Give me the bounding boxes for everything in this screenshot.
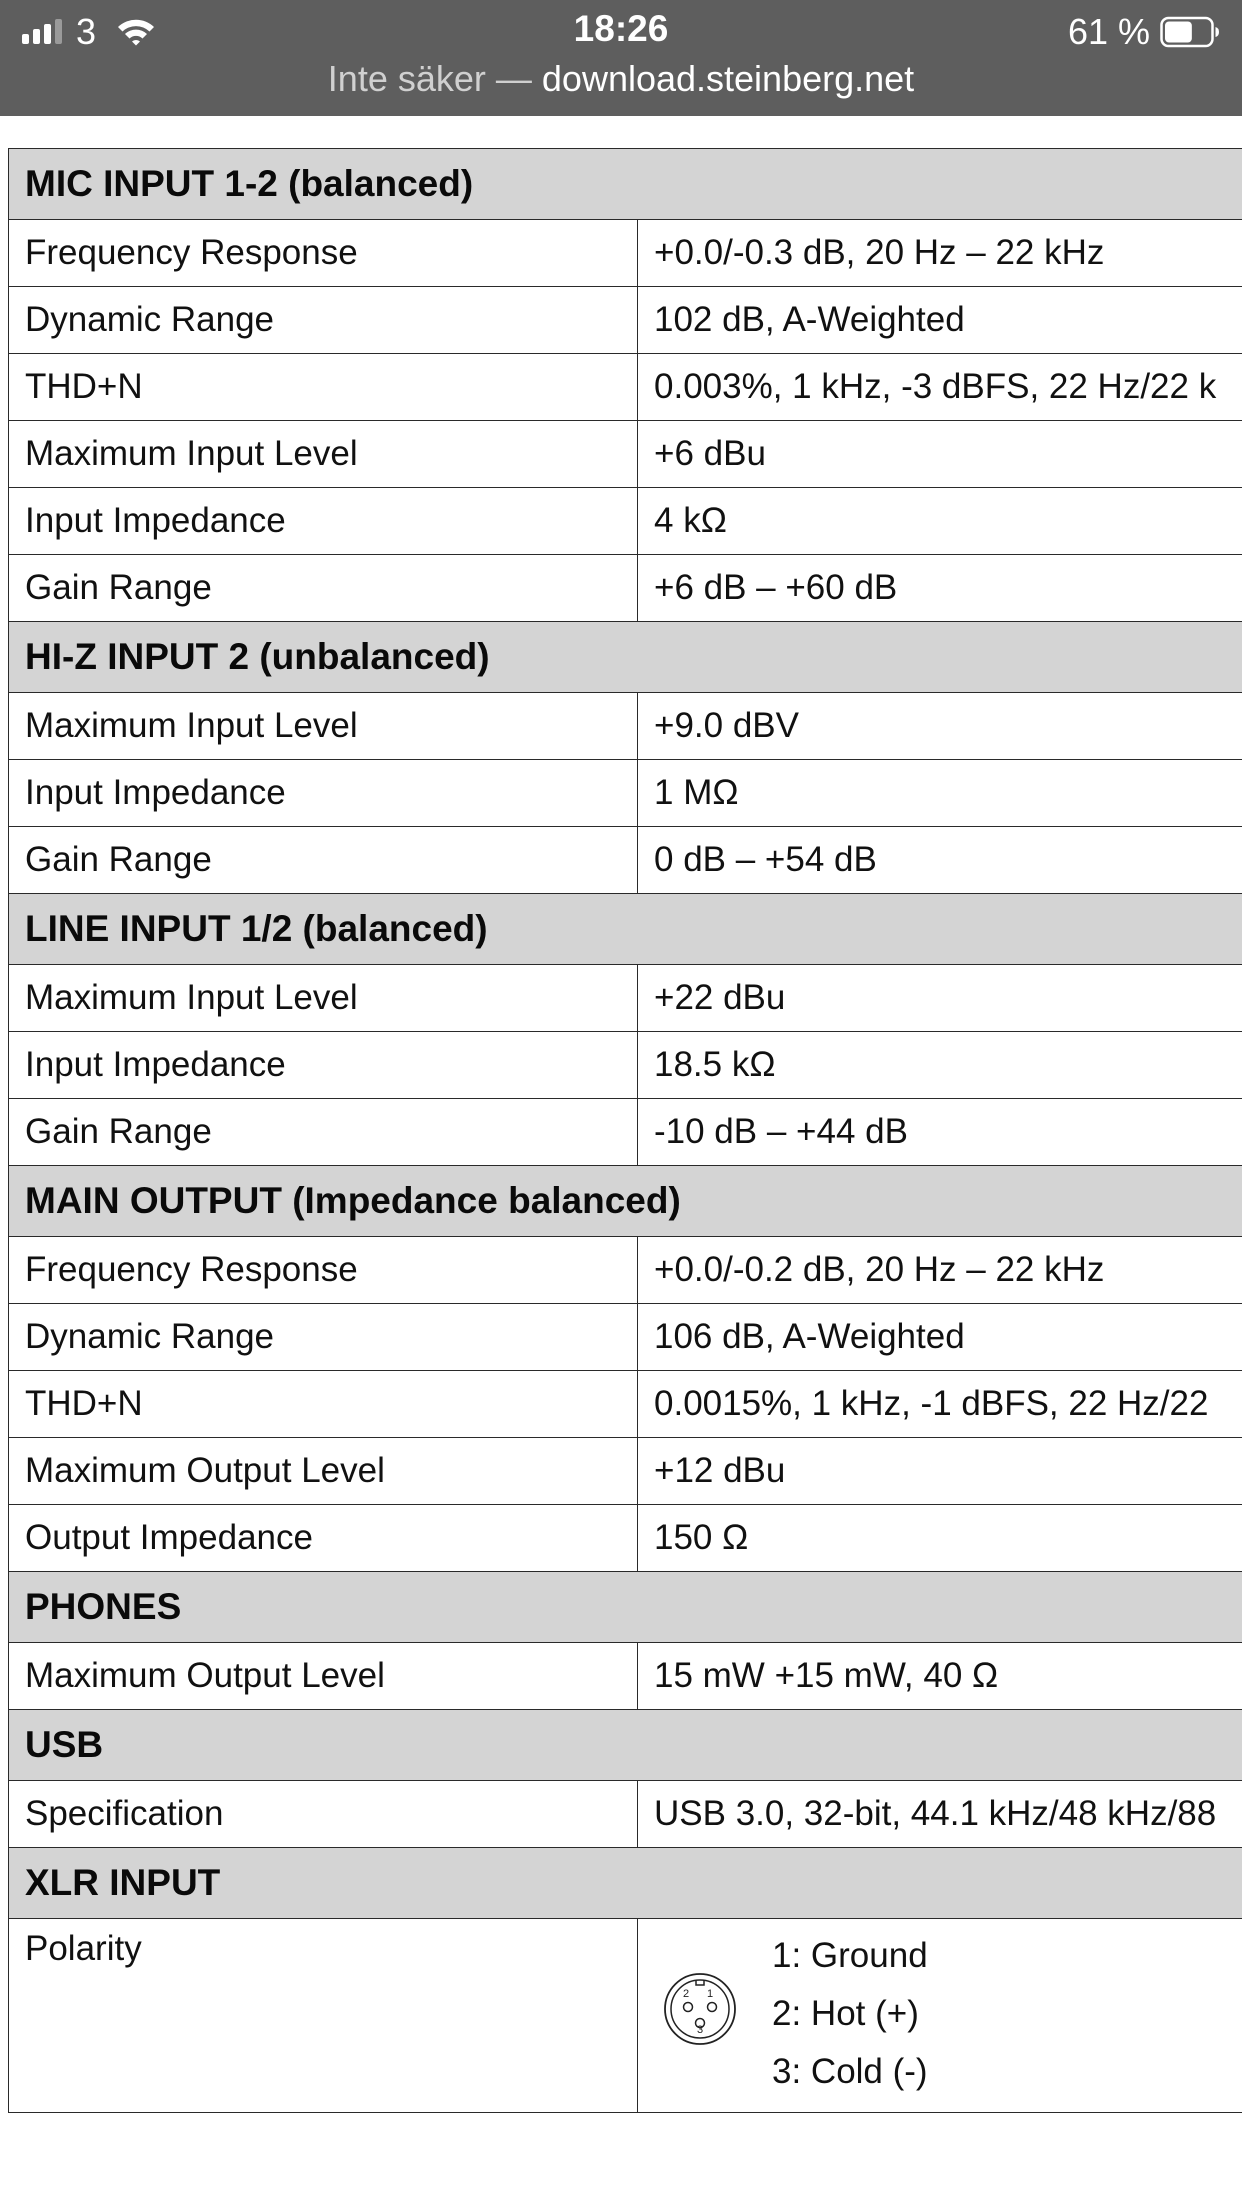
spec-row xyxy=(9,1438,1242,1505)
spec-row xyxy=(9,1781,1242,1848)
spec-label: Input Impedance xyxy=(9,488,638,555)
section-header-row xyxy=(9,1710,1242,1781)
section-header-row xyxy=(9,622,1242,693)
spec-row xyxy=(9,693,1242,760)
xlr-pin xyxy=(684,2003,693,2012)
status-right xyxy=(1068,10,1220,54)
section-header-row xyxy=(9,1572,1242,1643)
spec-value: +0.0/-0.3 dB, 20 Hz – 22 kHz xyxy=(638,220,1242,287)
spec-row xyxy=(9,1237,1242,1304)
spec-row xyxy=(9,354,1242,421)
spec-label: Input Impedance xyxy=(9,760,638,827)
spec-row xyxy=(9,488,1242,555)
security-indicator: Inte säker — xyxy=(327,58,532,99)
carrier-name: 3 xyxy=(76,11,97,52)
xlr-connector-icon xyxy=(662,1971,738,2047)
address-bar[interactable] xyxy=(0,58,1242,100)
spec-value: -10 dB – +44 dB xyxy=(638,1099,1242,1166)
xlr-pin-label: 1 xyxy=(706,1988,714,2000)
spec-row xyxy=(9,1032,1242,1099)
spec-row xyxy=(9,1505,1242,1572)
section-title: PHONES xyxy=(9,1572,1242,1643)
spec-row xyxy=(9,1643,1242,1710)
spec-row xyxy=(9,965,1242,1032)
spec-value: +0.0/-0.2 dB, 20 Hz – 22 kHz xyxy=(638,1237,1242,1304)
pin-assignment: 3: Cold (-) xyxy=(772,2052,928,2091)
pin-assignment: 2: Hot (+) xyxy=(772,1994,919,2033)
spec-label: Specification xyxy=(9,1781,638,1848)
spec-label: Maximum Input Level xyxy=(9,693,638,760)
spec-row xyxy=(9,827,1242,894)
section-header-row xyxy=(9,149,1242,220)
status-bar xyxy=(0,0,1242,116)
spec-value: 0 dB – +54 dB xyxy=(638,827,1242,894)
spec-value: +9.0 dBV xyxy=(638,693,1242,760)
spec-value: 0.0015%, 1 kHz, -1 dBFS, 22 Hz/22 xyxy=(638,1371,1242,1438)
spec-value: 106 dB, A-Weighted xyxy=(638,1304,1242,1371)
spec-label: Maximum Input Level xyxy=(9,965,638,1032)
spec-value: 0.003%, 1 kHz, -3 dBFS, 22 Hz/22 k xyxy=(638,354,1242,421)
section-header-row xyxy=(9,1848,1242,1919)
section-title: MIC INPUT 1-2 (balanced) xyxy=(9,149,1242,220)
pin-list xyxy=(772,1927,928,2101)
section-title: LINE INPUT 1/2 (balanced) xyxy=(9,894,1242,965)
spec-value: 102 dB, A-Weighted xyxy=(638,287,1242,354)
spec-label: Frequency Response xyxy=(9,1237,638,1304)
spec-row xyxy=(9,287,1242,354)
spec-row xyxy=(9,421,1242,488)
xlr-pin-label: 3 xyxy=(696,2024,704,2036)
spec-label: Gain Range xyxy=(9,827,638,894)
spec-value: +6 dB – +60 dB xyxy=(638,555,1242,622)
spec-value: +6 dBu xyxy=(638,421,1242,488)
spec-table xyxy=(8,148,1242,2113)
xlr-pin xyxy=(708,2003,717,2012)
spec-label: THD+N xyxy=(9,1371,638,1438)
spec-value: 150 Ω xyxy=(638,1505,1242,1572)
polarity-row xyxy=(9,1919,1242,2113)
spec-value: 15 mW +15 mW, 40 Ω xyxy=(638,1643,1242,1710)
spec-row xyxy=(9,760,1242,827)
section-header-row xyxy=(9,894,1242,965)
spec-table-body xyxy=(9,149,1242,2113)
spec-row xyxy=(9,1371,1242,1438)
section-title: XLR INPUT xyxy=(9,1848,1242,1919)
spec-value: 4 kΩ xyxy=(638,488,1242,555)
spec-row xyxy=(9,220,1242,287)
spec-label: Frequency Response xyxy=(9,220,638,287)
spec-row xyxy=(9,1099,1242,1166)
spec-value: 1 MΩ xyxy=(638,760,1242,827)
spec-value: +22 dBu xyxy=(638,965,1242,1032)
spec-label: THD+N xyxy=(9,354,638,421)
spec-label: Maximum Input Level xyxy=(9,421,638,488)
spec-label: Maximum Output Level xyxy=(9,1438,638,1505)
spec-row xyxy=(9,1304,1242,1371)
spec-label: Maximum Output Level xyxy=(9,1643,638,1710)
spec-value: 18.5 kΩ xyxy=(638,1032,1242,1099)
spec-label: Polarity xyxy=(9,1919,638,2113)
clock: 18:26 xyxy=(573,8,669,49)
spec-label: Gain Range xyxy=(9,1099,638,1166)
polarity-value xyxy=(638,1919,1242,2113)
section-title: HI-Z INPUT 2 (unbalanced) xyxy=(9,622,1242,693)
pin-assignment: 1: Ground xyxy=(772,1936,928,1975)
spec-label: Output Impedance xyxy=(9,1505,638,1572)
xlr-pin-label: 2 xyxy=(682,1988,690,2000)
battery-percent: 61 % xyxy=(1067,11,1150,52)
spec-label: Gain Range xyxy=(9,555,638,622)
section-title: USB xyxy=(9,1710,1242,1781)
spec-label: Input Impedance xyxy=(9,1032,638,1099)
section-title: MAIN OUTPUT (Impedance balanced) xyxy=(9,1166,1242,1237)
spec-row xyxy=(9,555,1242,622)
spec-label: Dynamic Range xyxy=(9,1304,638,1371)
spec-value: +12 dBu xyxy=(638,1438,1242,1505)
spec-value: USB 3.0, 32-bit, 44.1 kHz/48 kHz/88 xyxy=(638,1781,1242,1848)
url-host: download.steinberg.net xyxy=(541,58,915,99)
spec-label: Dynamic Range xyxy=(9,287,638,354)
battery-icon xyxy=(1160,16,1220,48)
section-header-row xyxy=(9,1166,1242,1237)
